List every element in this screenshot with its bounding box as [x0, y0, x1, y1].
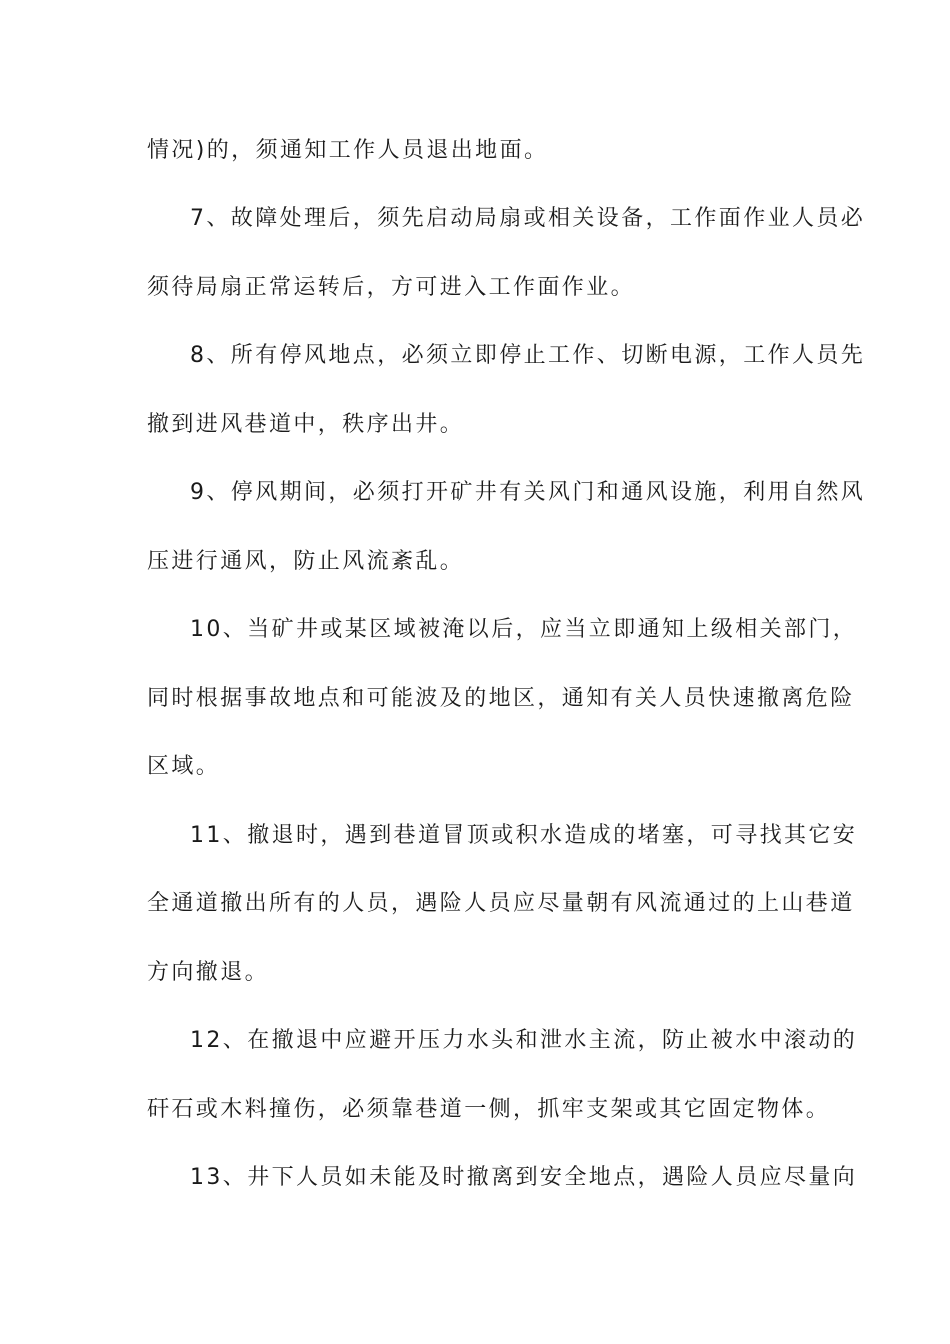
- text-line: 11、撤退时，遇到巷道冒顶或积水造成的堵塞，可寻找其它安: [190, 823, 858, 848]
- text-line: 10、当矿井或某区域被淹以后，应当立即通知上级相关部门，: [190, 617, 858, 642]
- text-line: 情况)的，须通知工作人员退出地面。: [147, 138, 549, 163]
- text-line: 方向撤退。: [147, 960, 270, 985]
- text-line: 撤到进风巷道中，秩序出井。: [147, 412, 465, 437]
- text-line: 矸石或木料撞伤，必须靠巷道一侧，抓牢支架或其它固定物体。: [147, 1097, 831, 1122]
- text-line: 7、故障处理后，须先启动局扇或相关设备，工作面作业人员必: [190, 206, 866, 231]
- text-line: 同时根据事故地点和可能波及的地区，通知有关人员快速撤离危险: [147, 686, 855, 711]
- text-line: 压进行通风，防止风流紊乱。: [147, 549, 465, 574]
- text-line: 13、井下人员如未能及时撤离到安全地点，遇险人员应尽量向: [190, 1165, 858, 1190]
- text-line: 区域。: [147, 754, 221, 779]
- text-line: 8、所有停风地点，必须立即停止工作、切断电源，工作人员先: [190, 343, 866, 368]
- text-line: 9、停风期间，必须打开矿井有关风门和通风设施，利用自然风: [190, 480, 866, 505]
- text-line: 全通道撤出所有的人员，遇险人员应尽量朝有风流通过的上山巷道: [147, 891, 855, 916]
- text-line: 须待局扇正常运转后，方可进入工作面作业。: [147, 275, 636, 300]
- text-line: 12、在撤退中应避开压力水头和泄水主流，防止被水中滚动的: [190, 1028, 858, 1053]
